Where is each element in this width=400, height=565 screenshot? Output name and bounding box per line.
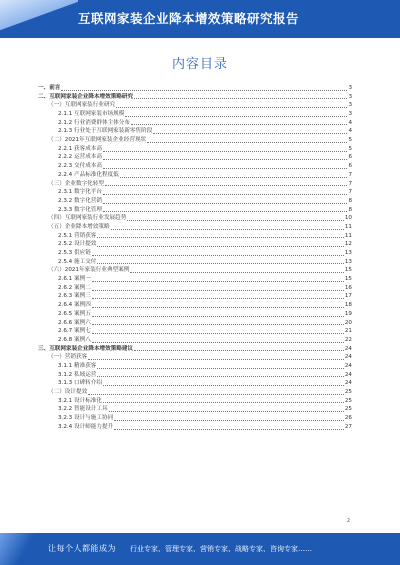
toc-heading: 内容目录 — [171, 57, 228, 72]
toc-entry-page: 17 — [344, 293, 352, 300]
toc-entry[interactable] — [38, 327, 352, 336]
toc-leader-dots — [134, 98, 347, 99]
toc-leader-dots — [103, 203, 347, 204]
toc-entry[interactable] — [38, 353, 352, 362]
toc-entry-page: 11 — [344, 232, 352, 239]
toc-entry[interactable] — [38, 397, 352, 406]
toc-leader-dots — [92, 281, 344, 282]
toc-entry-title: 3.2.3 设计与施工协同 — [58, 415, 114, 422]
toc-entry-page: 10 — [344, 215, 352, 222]
toc-entry-page: 4 — [348, 128, 352, 135]
toc-entry-page: 22 — [344, 336, 352, 343]
footer-bar — [0, 533, 400, 565]
toc-leader-dots — [92, 316, 344, 317]
toc-entry-page: 25 — [344, 406, 352, 413]
toc-leader-dots — [92, 298, 344, 299]
toc-entry-title: 2.5.4 施工交付 — [58, 258, 97, 265]
toc-entry-title: （二）设计提效 — [48, 389, 88, 396]
toc-leader-dots — [111, 229, 344, 230]
toc-entry-title: 2.6.5 案例五 — [58, 310, 91, 317]
toc-leader-dots — [103, 385, 344, 386]
toc-entry[interactable] — [38, 197, 352, 206]
toc-leader-dots — [92, 255, 344, 256]
toc-entry[interactable] — [38, 379, 352, 388]
toc-entry[interactable] — [38, 101, 352, 110]
table-of-contents — [38, 84, 352, 432]
toc-entry[interactable] — [38, 275, 352, 284]
toc-entry[interactable] — [38, 405, 352, 414]
toc-entry-title: 三、互联网家装企业降本增效策略建议 — [38, 345, 134, 352]
toc-entry-title: 2.2.1 获客成本高 — [58, 145, 102, 152]
toc-entry-title: 2.3.3 数字化管理 — [58, 206, 102, 213]
toc-leader-dots — [147, 142, 347, 143]
toc-entry-title: （六）2021年家装行业典型案例 — [48, 267, 130, 274]
toc-leader-dots — [97, 368, 343, 369]
toc-entry-page: 7 — [348, 171, 352, 178]
toc-entry[interactable] — [38, 180, 352, 189]
toc-entry-title: 3.2.2 智能设计工具 — [58, 406, 108, 413]
toc-leader-dots — [116, 107, 347, 108]
toc-entry-page: 3 — [348, 93, 352, 100]
toc-entry[interactable] — [38, 154, 352, 163]
toc-entry[interactable] — [38, 319, 352, 328]
toc-leader-dots — [127, 220, 344, 221]
toc-entry[interactable] — [38, 188, 352, 197]
toc-entry[interactable] — [38, 258, 352, 267]
toc-entry-title: 2.6.2 案例二 — [58, 284, 91, 291]
toc-entry[interactable] — [38, 249, 352, 258]
toc-entry-page: 24 — [344, 345, 352, 352]
toc-entry-page: 11 — [344, 223, 352, 230]
toc-entry[interactable] — [38, 345, 352, 354]
toc-entry[interactable] — [38, 136, 352, 145]
toc-entry[interactable] — [38, 423, 352, 432]
toc-entry-title: 2.6.8 案例八 — [58, 336, 91, 343]
toc-entry-title: 3.1.2 私域运营 — [58, 371, 97, 378]
toc-entry-page: 5 — [348, 137, 352, 144]
toc-entry-page: 19 — [344, 310, 352, 317]
toc-entry[interactable] — [38, 171, 352, 180]
toc-entry-title: 3.2.1 设计标准化 — [58, 397, 102, 404]
toc-entry[interactable] — [38, 214, 352, 223]
toc-entry-title: 2.2.3 交付成本高 — [58, 163, 102, 170]
toc-entry-title: 3.1.3 口碑转介绍 — [58, 380, 102, 387]
toc-entry-title: 3.2.4 设计师能力提升 — [58, 423, 114, 430]
toc-leader-dots — [153, 133, 347, 134]
toc-entry-title: 2.6.6 案例六 — [58, 319, 91, 326]
toc-entry[interactable] — [38, 127, 352, 136]
toc-entry-title: （二）2021年互联网家装企业经营现状 — [48, 137, 147, 144]
toc-entry-page: 15 — [344, 267, 352, 274]
toc-leader-dots — [92, 324, 344, 325]
toc-leader-dots — [130, 272, 344, 273]
toc-entry-page: 7 — [348, 180, 352, 187]
toc-entry[interactable] — [38, 362, 352, 371]
toc-leader-dots — [92, 333, 344, 334]
toc-entry-title: （四）互联网家装行业发展趋势 — [48, 215, 127, 222]
toc-leader-dots — [103, 194, 347, 195]
toc-entry-title: 2.5.3 供应链 — [58, 250, 91, 257]
toc-leader-dots — [88, 394, 344, 395]
toc-leader-dots — [103, 159, 347, 160]
toc-leader-dots — [92, 307, 344, 308]
toc-entry-page: 13 — [344, 258, 352, 265]
toc-entry[interactable] — [38, 371, 352, 380]
toc-entry-page: 16 — [344, 284, 352, 291]
toc-entry-page: 3 — [348, 102, 352, 109]
toc-entry[interactable] — [38, 336, 352, 345]
toc-leader-dots — [88, 359, 344, 360]
toc-entry[interactable] — [38, 84, 352, 93]
toc-entry-title: 2.2.2 运营成本高 — [58, 154, 102, 161]
toc-leader-dots — [92, 342, 344, 343]
toc-leader-dots — [97, 376, 343, 377]
toc-entry-title: 2.6.3 案例三 — [58, 293, 91, 300]
toc-leader-dots — [103, 168, 347, 169]
report-title: 互联网家装企业降本增效策略研究报告 — [78, 11, 300, 26]
footer-roles: 行业专家、管理专家、营销专家、战略专家、咨询专家…… — [130, 545, 312, 553]
toc-entry-title: 一、前言 — [38, 84, 61, 91]
toc-leader-dots — [97, 237, 343, 238]
toc-leader-dots — [61, 90, 347, 91]
toc-entry-page: 3 — [348, 84, 352, 91]
toc-entry-title: 2.1.1 互联网家装市场规模 — [58, 111, 125, 118]
toc-leader-dots — [105, 185, 347, 186]
header-decoration — [0, 0, 78, 38]
toc-entry-title: 2.6.7 案例七 — [58, 328, 91, 335]
toc-entry-page: 24 — [344, 380, 352, 387]
toc-leader-dots — [103, 402, 344, 403]
toc-leader-dots — [114, 429, 344, 430]
toc-entry-page: 21 — [344, 328, 352, 335]
toc-entry-page: 24 — [344, 362, 352, 369]
toc-entry[interactable] — [38, 93, 352, 102]
toc-leader-dots — [103, 151, 347, 152]
toc-entry-title: 2.6.4 案例四 — [58, 302, 91, 309]
toc-entry-page: 6 — [348, 154, 352, 161]
toc-entry[interactable] — [38, 240, 352, 249]
toc-entry[interactable] — [38, 206, 352, 215]
toc-entry-title: 2.2.4 产品标准化程度低 — [58, 171, 119, 178]
toc-entry-title: 3.1.1 精准获客 — [58, 362, 97, 369]
toc-entry[interactable] — [38, 388, 352, 397]
toc-entry[interactable] — [38, 119, 352, 128]
footer-slogan: 让每个人都能成为 — [48, 544, 116, 553]
toc-entry-page: 8 — [348, 206, 352, 213]
toc-entry-page: 15 — [344, 276, 352, 283]
toc-entry-page: 7 — [348, 189, 352, 196]
toc-entry-page: 13 — [344, 250, 352, 257]
toc-entry-title: （三）企业数字化转型 — [48, 180, 104, 187]
toc-entry-page: 24 — [344, 371, 352, 378]
toc-entry[interactable] — [38, 284, 352, 293]
toc-entry-title: （一）互联网家装行业研究 — [48, 102, 116, 109]
header-bar — [0, 0, 400, 38]
toc-entry-title: 2.6.1 案例一 — [58, 276, 91, 283]
toc-entry-page: 27 — [344, 423, 352, 430]
toc-entry[interactable] — [38, 266, 352, 275]
toc-entry-title: 二、互联网家装企业降本增效策略研究 — [38, 93, 134, 100]
page-number: 2 — [346, 518, 350, 524]
toc-entry[interactable] — [38, 310, 352, 319]
toc-leader-dots — [92, 290, 344, 291]
toc-entry-page: 8 — [348, 197, 352, 204]
toc-leader-dots — [125, 116, 347, 117]
toc-entry-page: 20 — [344, 319, 352, 326]
toc-entry-title: 2.1.2 行业消费群体主体分布 — [58, 119, 130, 126]
toc-entry[interactable] — [38, 414, 352, 423]
toc-entry-title: 2.3.2 数字化营销 — [58, 197, 102, 204]
toc-entry-page: 6 — [348, 163, 352, 170]
toc-entry-page: 12 — [344, 241, 352, 248]
toc-entry-page: 5 — [348, 145, 352, 152]
toc-leader-dots — [120, 177, 348, 178]
toc-leader-dots — [103, 211, 347, 212]
toc-entry[interactable] — [38, 110, 352, 119]
toc-entry-page: 25 — [344, 397, 352, 404]
toc-leader-dots — [97, 246, 343, 247]
toc-entry-page: 25 — [344, 389, 352, 396]
toc-entry-page: 26 — [344, 415, 352, 422]
toc-leader-dots — [134, 350, 344, 351]
footer-decoration — [0, 533, 40, 565]
toc-entry-page: 24 — [344, 354, 352, 361]
toc-entry-page: 18 — [344, 302, 352, 309]
toc-leader-dots — [131, 124, 347, 125]
toc-entry-title: 2.5.1 营销获客 — [58, 232, 97, 239]
toc-entry-title: （五）企业降本增效策略 — [48, 223, 110, 230]
toc-entry-title: 2.1.3 行业处于互联网家装新零售阶段 — [58, 128, 153, 135]
toc-entry[interactable] — [38, 301, 352, 310]
toc-entry[interactable] — [38, 145, 352, 154]
toc-entry-title: （一）营销获客 — [48, 354, 88, 361]
toc-leader-dots — [97, 263, 343, 264]
toc-entry-title: 2.5.2 设计提效 — [58, 241, 97, 248]
toc-entry[interactable] — [38, 223, 352, 232]
toc-entry-title: 2.3.1 数字化平台 — [58, 189, 102, 196]
toc-entry[interactable] — [38, 162, 352, 171]
toc-entry[interactable] — [38, 232, 352, 241]
toc-leader-dots — [114, 420, 344, 421]
toc-entry-page: 3 — [348, 111, 352, 118]
toc-entry-page: 4 — [348, 119, 352, 126]
toc-entry[interactable] — [38, 293, 352, 302]
toc-leader-dots — [109, 411, 344, 412]
